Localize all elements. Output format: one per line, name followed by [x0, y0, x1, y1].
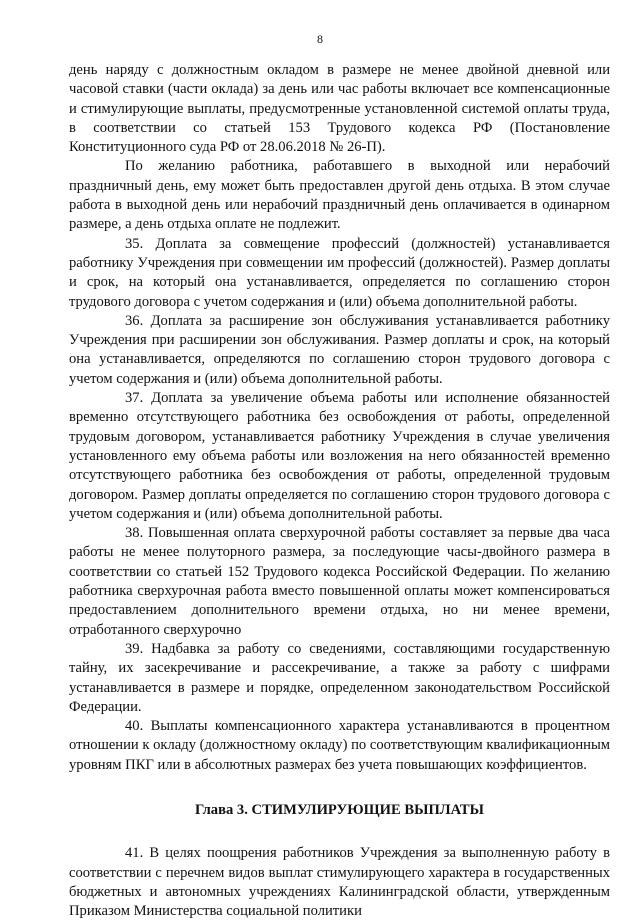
page-number: 8: [317, 32, 323, 46]
paragraph-continuation: день наряду с должностным окладом в размере не менее двойной дневной или часовой ставки (части оклада) за день или час работы включает все компенсационные и стимулирующие выплаты, предусмотренные установленной системой оплаты труда, в соответствии со статьей 153 Трудового кодекса РФ (Постановление Конституционного суда РФ от 28.06.2018 № 26-П).: [69, 62, 610, 156]
paragraph-35: 35. Доплата за совмещение профессий (должностей) устанавливается работнику Учреждения при совмещении им профессий (должностей). Размер доплаты и срок, на который она устанавливается, определяется по соглашению сторон трудового договора с учетом содержания и (или) объема дополнительной работы.: [69, 235, 610, 310]
paragraph-39: 39. Надбавка за работу со сведениями, составляющими государственную тайну, их засекречивание и рассекречивание, а также за работу с шифрами устанавливается в размере и порядке, определенном законодательством Российской Федерации.: [69, 640, 610, 715]
chapter-heading: Глава 3. СТИМУЛИРУЮЩИЕ ВЫПЛАТЫ: [194, 801, 484, 818]
paragraph-37: 37. Доплата за увеличение объема работы или исполнение обязанностей временно отсутствующего работника без освобождения от работы, определенной трудовым договором, устанавливается работнику Учреждения в случае увеличения установленного ему объема работы или возложения на него обязанностей временно отсутствующего работника без освобождения от работы, определенной трудовым договором. Размер доплаты определяется по соглашению сторон трудового договора с учетом содержания и (или) объема дополнительной работы.: [69, 390, 610, 522]
paragraph-40: 40. Выплаты компенсационного характера устанавливаются в процентном отношении к окладу (должностному окладу) по соответствующим квалификационным уровням ПКГ или в абсолютных размерах без учета повышающих коэффициентов.: [69, 718, 611, 773]
document-body: [69, 61, 610, 921]
paragraph-36: 36. Доплата за расширение зон обслуживания устанавливается работнику Учреждения при расширении зон обслуживания. Размер доплаты и срок, на который она устанавливается, определяются по соглашению сторон трудового договора с учетом содержания и (или) объема дополнительной работы.: [69, 312, 610, 387]
paragraph-38: 38. Повышенная оплата сверхурочной работы составляет за первые два часа работы не менее полуторного размера, за последующие часы-двойного размера в соответствии со статьей 152 Трудового кодекса Российской Федерации. По желанию работника сверхурочная работа вместо повышенной оплаты может компенсироваться предоставлением дополнительного времени отдыха, но ни менее времени, отработанного сверхурочно: [69, 525, 610, 638]
paragraph-day-off: По желанию работника, работавшего в выходной или нерабочий праздничный день, ему может быть предоставлен другой день отдыха. В этом случае работа в выходной день или нерабочий праздничный день оплачивается в одинарном размере, а день отдыха оплате не подлежит.: [69, 158, 610, 233]
paragraph-41: 41. В целях поощрения работников Учреждения за выполненную работу в соответствии с перечнем видов выплат стимулирующего характера в государственных бюджетных и автономных учреждениях Калининградской области, утвержденным Приказом Министерства социальной политики: [69, 845, 610, 920]
